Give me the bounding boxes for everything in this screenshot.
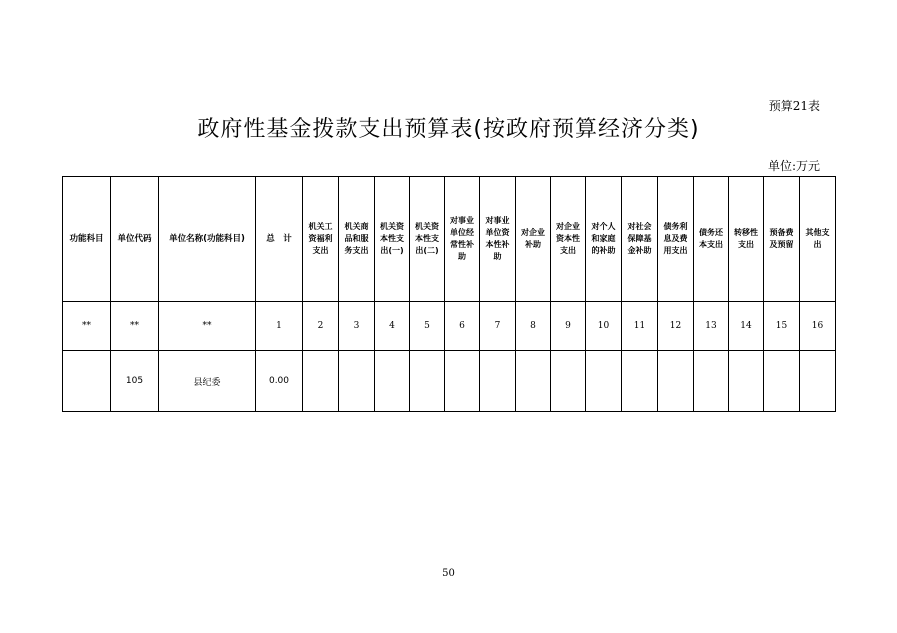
table-cell <box>729 351 764 412</box>
index-cell: 7 <box>480 302 516 351</box>
table-cell <box>516 351 551 412</box>
unit-label: 单位:万元 <box>767 159 820 173</box>
header-cell: 总 计 <box>256 177 303 302</box>
header-cell: 其他支出 <box>800 177 836 302</box>
header-cell: 预备费及预留 <box>764 177 800 302</box>
header-cell: 机关资本性支出(二) <box>410 177 445 302</box>
header-cell: 对事业单位经常性补助 <box>445 177 480 302</box>
index-cell: 2 <box>303 302 339 351</box>
header-cell: 对个人和家庭的补助 <box>586 177 622 302</box>
index-cell: 13 <box>694 302 729 351</box>
header-cell: 转移性支出 <box>729 177 764 302</box>
index-cell: 4 <box>375 302 410 351</box>
table-cell <box>410 351 445 412</box>
header-cell: 对社会保障基金补助 <box>622 177 658 302</box>
header-row <box>63 177 836 302</box>
header-cell: 单位代码 <box>111 177 159 302</box>
index-cell: 12 <box>658 302 694 351</box>
index-cell: 10 <box>586 302 622 351</box>
table-cell <box>480 351 516 412</box>
index-cell: 15 <box>764 302 800 351</box>
header-cell: 对企业补助 <box>516 177 551 302</box>
table-cell <box>586 351 622 412</box>
table-cell <box>800 351 836 412</box>
index-cell: 14 <box>729 302 764 351</box>
index-cell: 11 <box>622 302 658 351</box>
header-cell: 对企业资本性支出 <box>551 177 586 302</box>
table-cell <box>375 351 410 412</box>
table-cell <box>339 351 375 412</box>
index-cell: ** <box>111 302 159 351</box>
page-number: 50 <box>442 568 455 579</box>
index-cell: 1 <box>256 302 303 351</box>
budget-table <box>62 176 836 412</box>
header-cell: 机关商品和服务支出 <box>339 177 375 302</box>
index-row <box>63 302 836 351</box>
table-cell <box>551 351 586 412</box>
table-cell <box>445 351 480 412</box>
table-cell: 0.00 <box>256 351 303 412</box>
header-cell: 机关资本性支出(一) <box>375 177 410 302</box>
index-cell: 8 <box>516 302 551 351</box>
table-cell <box>658 351 694 412</box>
index-cell: ** <box>63 302 111 351</box>
index-cell: 3 <box>339 302 375 351</box>
index-cell: 9 <box>551 302 586 351</box>
header-cell: 单位名称(功能科目) <box>159 177 256 302</box>
index-cell: 6 <box>445 302 480 351</box>
table-cell <box>622 351 658 412</box>
table-row <box>63 351 836 412</box>
table-cell: 县纪委 <box>159 351 256 412</box>
table-number: 预算21表 <box>768 99 820 113</box>
table-cell: 105 <box>111 351 159 412</box>
table-cell <box>694 351 729 412</box>
table-cell <box>63 351 111 412</box>
header-cell: 债务利息及费用支出 <box>658 177 694 302</box>
index-cell: ** <box>159 302 256 351</box>
header-cell: 对事业单位资本性补助 <box>480 177 516 302</box>
header-cell: 机关工资福利支出 <box>303 177 339 302</box>
table-cell <box>764 351 800 412</box>
index-cell: 5 <box>410 302 445 351</box>
header-cell: 功能科目 <box>63 177 111 302</box>
table-cell <box>303 351 339 412</box>
page-title: 政府性基金拨款支出预算表(按政府预算经济分类) <box>197 117 700 142</box>
header-cell: 债务还本支出 <box>694 177 729 302</box>
index-cell: 16 <box>800 302 836 351</box>
